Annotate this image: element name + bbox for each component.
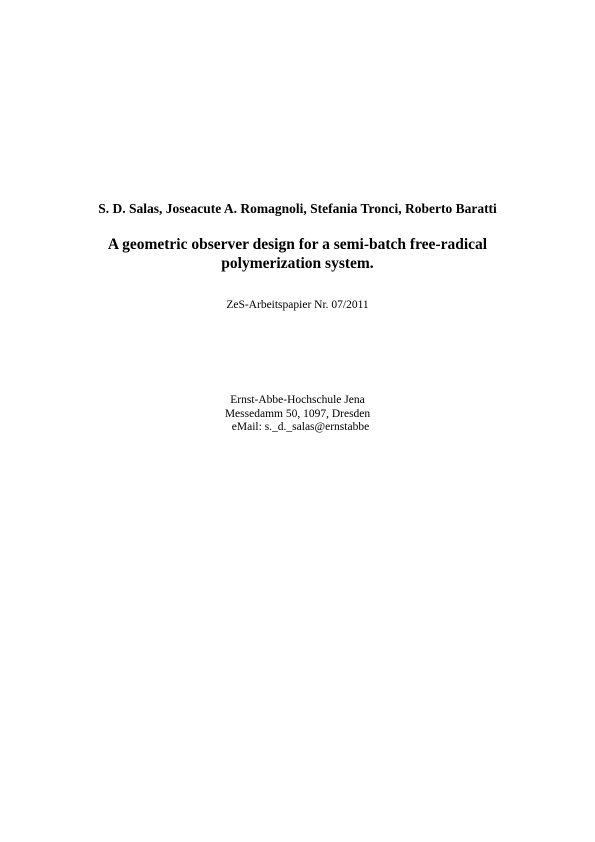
email-address: eMail: s._d._salas@ernstabbe <box>231 421 370 433</box>
institution-name: Ernst-Abbe-Hochschule Jena <box>230 394 365 406</box>
contact-address <box>0 394 595 435</box>
paper-title: A geometric observer design for a semi-batch free-radical polymerization system. <box>107 236 488 272</box>
street-address: Messedamm 50, 1097, Dresden <box>224 407 371 420</box>
author-list: S. D. Salas, Joseacute A. Romagnoli, Stefania Tronci, Roberto Baratti <box>98 201 497 216</box>
series-number: ZeS-Arbeitspapier Nr. 07/2011 <box>226 299 369 311</box>
